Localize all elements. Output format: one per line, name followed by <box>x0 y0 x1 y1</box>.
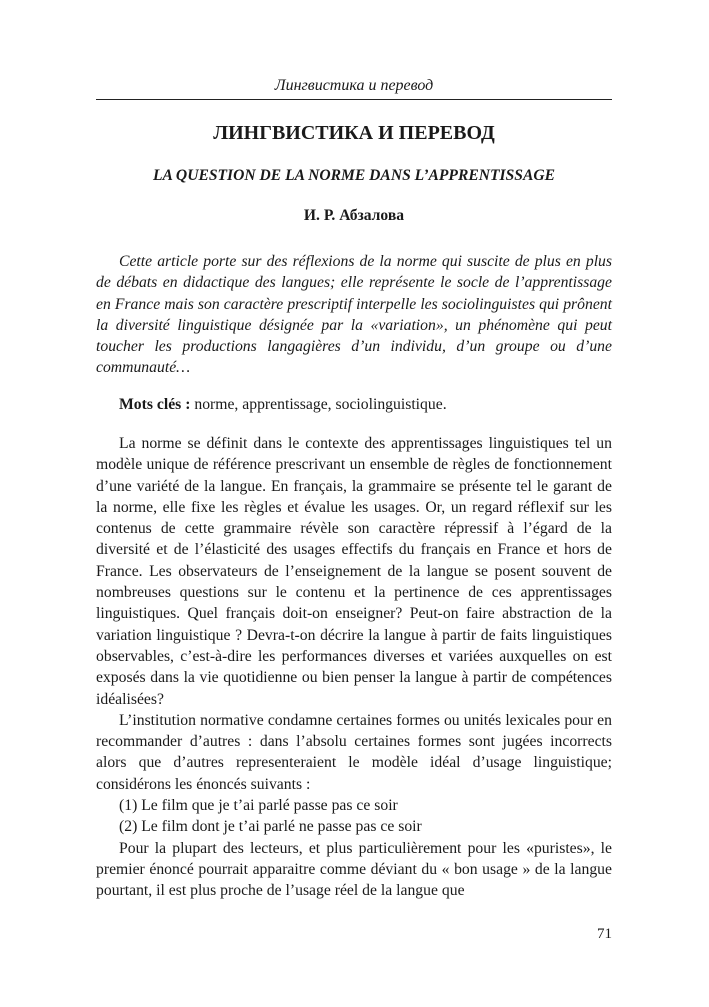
running-head: Лингвистика и перевод <box>274 77 434 94</box>
body-paragraph: Pour la plupart des lecteurs, et plus particulièrement pour les «puristes», le premier énoncé pourrait apparaitre comme déviant du « bon usage » de la langue pourtant, il est plus proche de l’usage réel de la langue que <box>96 839 612 900</box>
page-number: 71 <box>597 926 612 942</box>
article-title: LA QUESTION DE LA NORME DANS L’APPRENTISSAGE <box>152 167 556 184</box>
header-rule <box>96 99 612 100</box>
body-paragraph: La norme se définit dans le contexte des apprentissages linguistiques tel un modèle unique de référence prescrivant un ensemble de règles de fonctionnement d’une variété de la langue. En français, la grammaire se présente tel le garant de la norme, elle fixe les règles et évalue les usages. Or, un regard réflexif sur les contenus de cette grammaire révèle son caractère répressif à l’égard de la diversité et de l’élasticité des usages effectifs du français en France et hors de France. Les observateurs de l’enseignement de la langue se posent souvent de nombreuses questions sur le contenu et la pertinence de ces apprentissages linguistiques. Quel français doit-on enseigner? Peut-on faire abstraction de la variation linguistique ? Devra-t-on décrire la langue à partir de faits linguistiques observables, c’est-à-dire les performances diverses et variées auxquelles on est exposés dans la vie quotidienne ou bien penser la langue à partir de compétences idéalisées? <box>96 435 612 708</box>
keywords-label: Mots clés : <box>119 396 191 413</box>
body-paragraph: L’institution normative condamne certaines formes ou unités lexicales pour en recommander d’autres : dans l’absolu certaines formes sont jugées incorrects alors que d’autres representeraient le modèle idéal d’usage linguistique; considérons les énoncés suivants : <box>96 711 612 793</box>
abstract-text: Cette article porte sur des réflexions de la norme qui suscite de plus en plus de débats en didactique des langues; elle représente le socle de l’apprentissage en France mais son caractère prescriptif interpelle les sociolinguistes qui prônent la diversité linguistique désignée par la «variation», un phénomène qui peut toucher les productions langagières d’un individu, d’un groupe ou d’une communauté… <box>96 253 612 377</box>
keywords-list: norme, apprentissage, sociolinguistique. <box>190 396 447 413</box>
example-sentence: (1) Le film que je t’ai parlé passe pas ce soir <box>119 797 398 815</box>
example-sentence: (2) Le film dont je t’ai parlé ne passe pas ce soir <box>119 818 422 836</box>
abstract <box>96 251 612 379</box>
keywords-line <box>96 394 612 415</box>
author-name: И. Р. Абзалова <box>303 207 405 224</box>
body-text <box>96 433 612 902</box>
section-title: ЛИНГВИСТИКА И ПЕРЕВОД <box>213 122 495 144</box>
